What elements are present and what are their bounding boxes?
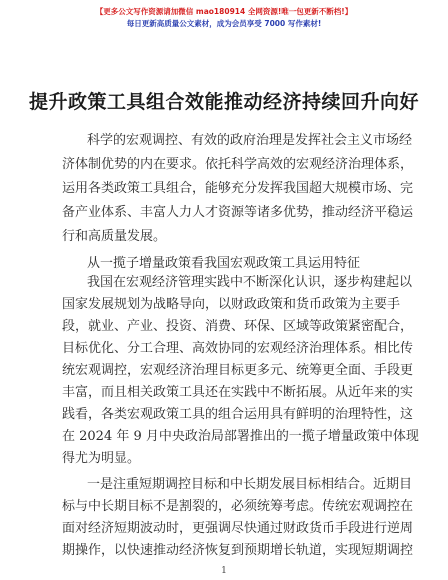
paragraph-1-line: 运用各类政策工具组合，能够充分发挥我国超大规模市场、完: [62, 181, 414, 196]
paragraph-2-line: 践看，各类宏观政策工具的组合运用具有鲜明的治理特性，这: [62, 407, 414, 422]
paragraph-2-line: 得尤为明显。: [62, 451, 141, 466]
paragraph-1-line: 科学的宏观调控、有效的政府治理是发挥社会主义市场经: [87, 133, 413, 148]
paragraph-3-line: 期操作，以快速推动经济恢复到预期增长轨道，实现短期调控: [62, 543, 414, 558]
paragraph-2-line: 国家发展规划为战略导向，以财政政策和货币政策为主要手: [62, 297, 401, 312]
paragraph-1-line: 济体制优势的内在要求。依托科学高效的宏观经济治理体系，: [62, 157, 414, 172]
paragraph-3-line: 标与中长期目标不是割裂的，必须统筹考虑。传统宏观调控在: [62, 499, 414, 514]
page-number: 1: [221, 566, 227, 576]
promo-banner-line-1: 【更多公文写作资源请加微信 mao180914 全网资源!唯一包更新不断档!】: [95, 7, 353, 16]
paragraph-3-line: 面对经济短期波动时，更强调尽快通过财政货币手段进行逆周: [62, 521, 414, 536]
paragraph-1-line: 备产业体系、丰富人力人才资源等诸多优势，推动经济平稳运: [62, 205, 414, 220]
paragraph-2-line: 丰富，而且相关政策工具还在实践中不断拓展。从近年来的实: [62, 385, 414, 400]
paragraph-2-line: 在 2024 年 9 月中央政治局部署推出的一揽子增量政策中体现: [62, 429, 419, 444]
promo-banner-line-2: 每日更新高质量公文素材，成为会员享受 7000 写作素材!: [126, 19, 322, 28]
paragraph-3-line: 一是注重短期调控目标和中长期发展目标相结合。近期目: [87, 477, 413, 492]
paragraph-2-line: 统宏观调控，宏观经济治理目标更多元、统筹更全面、手段更: [62, 363, 414, 378]
paragraph-2-line: 我国在宏观经济管理实践中不断深化认识，逐步构建起以: [87, 275, 413, 290]
paragraph-2-line: 段，就业、产业、投资、消费、环保、区域等政策紧密配合，: [62, 319, 414, 334]
document-title: 提升政策工具组合效能推动经济持续回升向好: [28, 91, 419, 113]
paragraph-1-line: 行和高质量发展。: [62, 229, 167, 244]
section-heading: 从一揽子增量政策看我国宏观政策工具运用特征: [87, 256, 361, 271]
paragraph-2-line: 目标优化、分工合理、高效协同的宏观经济治理体系。相比传: [62, 341, 414, 356]
